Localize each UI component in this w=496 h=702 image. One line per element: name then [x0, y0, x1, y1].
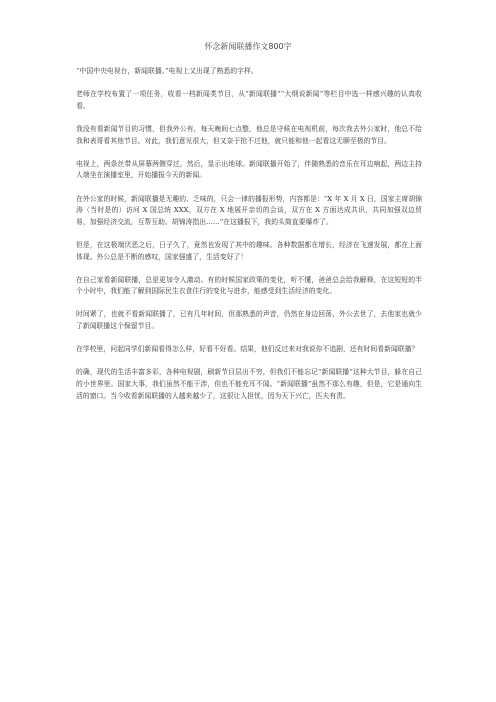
paragraph-1: “中国中央电视台，新闻联播。”电视上又出现了熟悉的字样。 [76, 67, 258, 75]
document-title: 怀念新闻联播作文800字 [204, 42, 292, 51]
paragraph-5: 在外公家的时候，新闻联播是无趣的、乏味的，只会一律的播报形势，内容都是：“X 年 X 月 X 日，国家主席胡锦涛（当时是的）访问 X 国总统 XXX，双方在 X 地展开亲切的会谈，双方在 X 方面达成共识，共同加强双边贸易，加强经济交流，互帮互助。胡锦涛指出……”在这播报下，我的头简直要爆炸了。 [76, 194, 422, 226]
document-body [76, 66, 422, 414]
paragraph-4: 电视上，两条丝带从屏幕两侧穿过，然后，显示出地球。新闻联播开始了，伴随熟悉的音乐在耳边响起，两边主持人端坐在演播室里，开始播报今天的新闻。 [76, 159, 422, 180]
paragraph-8: 时间紧了，也就不看新闻联播了，已有几年时间，但那熟悉的声音，仍然在身边回荡，外公去世了，去他家也就少了新闻联播这个保留节目。 [76, 310, 422, 331]
paragraph-2: 老师在学校布置了一项任务，收看一档新闻类节目，从“新闻联播”“大纲说新闻”等栏目中选一样感兴趣的认真收看。 [76, 90, 422, 110]
paragraph-10: 的确，现代的生活丰富多彩，各种电视剧，刷新节目层出不穷，但我们不能忘记“新闻联播”这种大节目，躲在自己的小世界里。国家大事，我们虽然不能干涉，但也不能充耳不闻。“新闻联播”虽然不那么有趣，但是，它是通向生活的窗口。当今收看新闻联播的人越来越少了，这很让人担忧，因为天下兴亡，匹夫有责。 [76, 368, 422, 400]
paragraph-3: 我没有看新闻节目的习惯，但我外公有，每天晚间七点整，他总是守候在电视机前，每次我去外公家时，他总不给我和表哥看其他节目。对此，我们意见很大，但又奈于抢不过他，就只能和他一起看这无聊至极的节目。 [76, 124, 422, 145]
paragraph-6: 但是，在这极端厌恶之后，日子久了，竟然也发现了其中的趣味。各种数据都在增长，经济在飞速发展，都在上面体现。外公总是不断的感叹，国家强盛了，生活变好了！ [76, 240, 422, 261]
paragraph-9: 在学校里，问起同学们新闻看得怎么样，好看不好看。结果，他们反过来对我说你不追剧，还有时间看新闻联播？ [76, 345, 419, 354]
paragraph-7: 在自己家看新闻联播，总是更加令人激动。有的时候国家政策的变化，听不懂，爸爸总会给我解释，在这短短的半个小时中，我们能了解到国际民生衣食住行的变化与进步，能感受到生活经济的变化。 [76, 275, 422, 296]
